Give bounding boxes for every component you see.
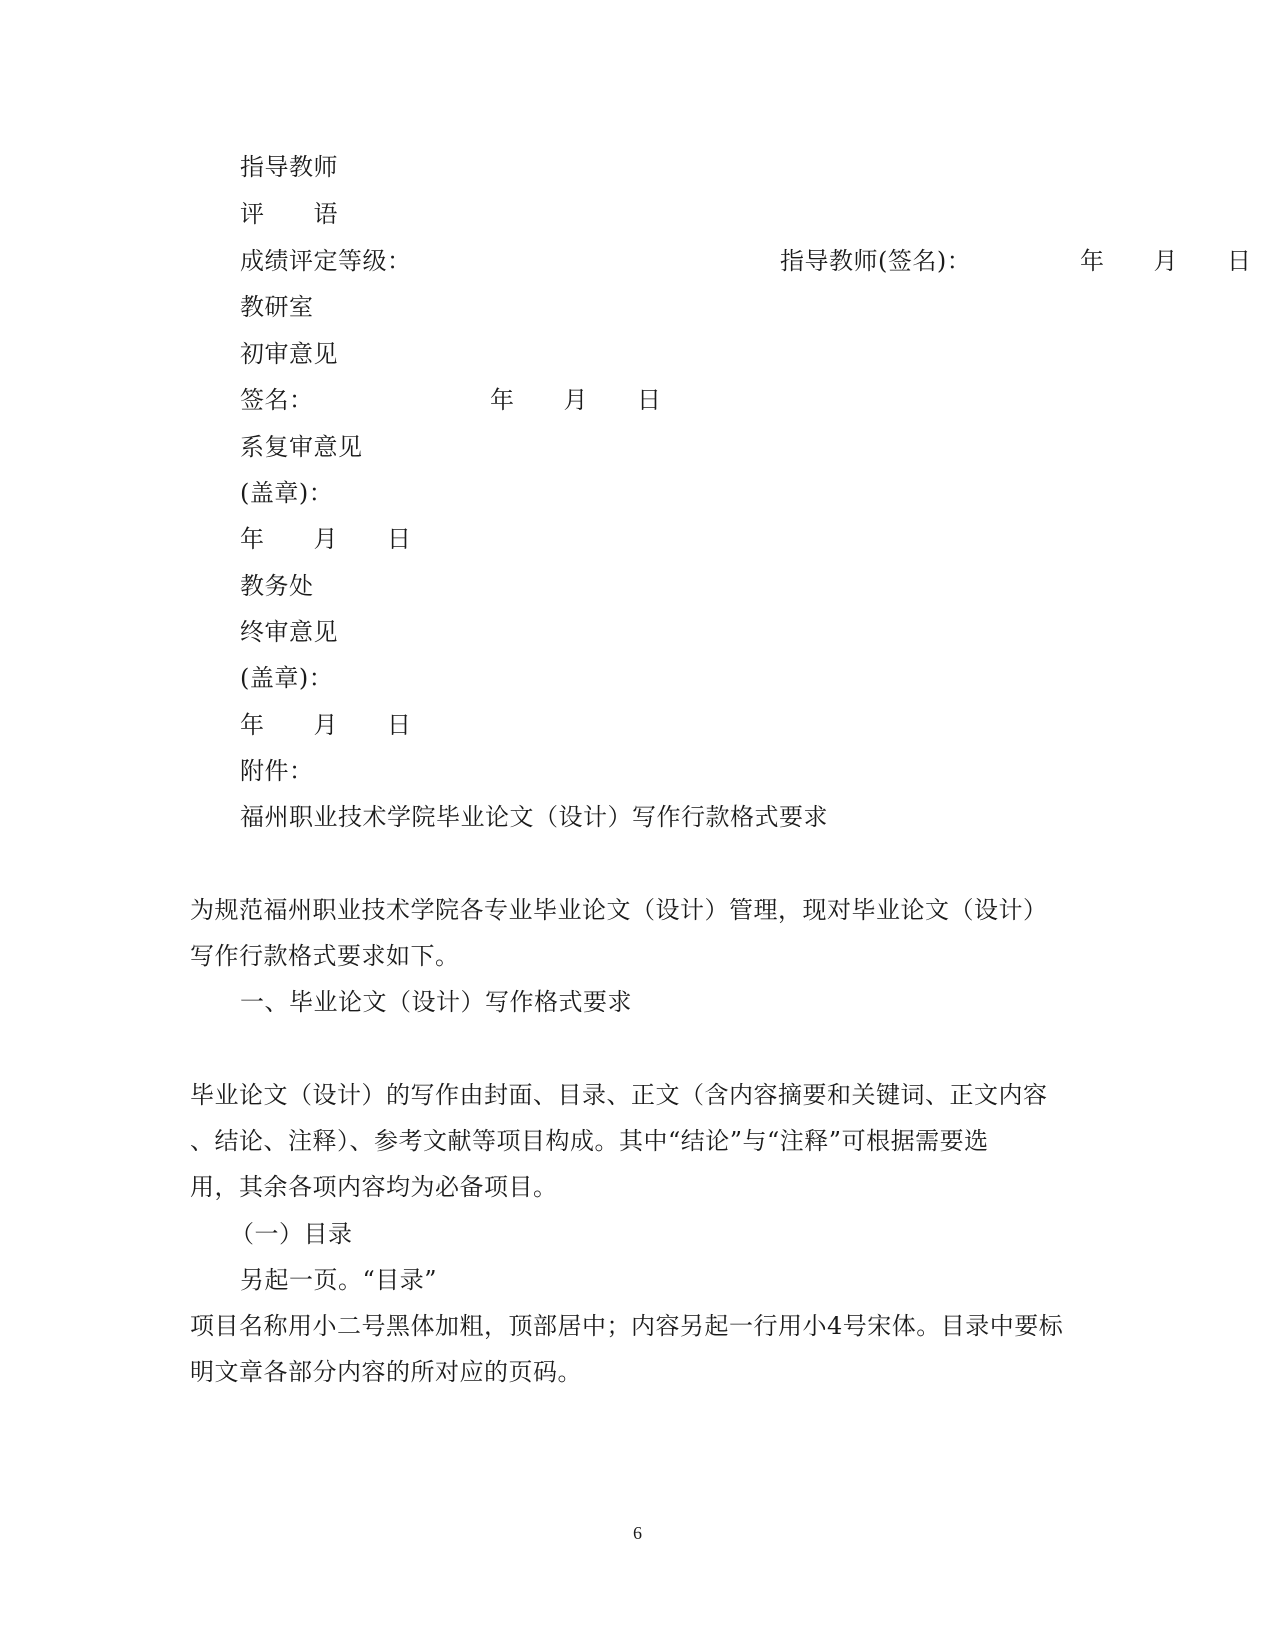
para-1-line-3: 用，其余各项内容均为必备项目。 — [190, 1173, 558, 1201]
sign-label: 签名： — [240, 386, 314, 414]
final-seal-date: 年 月 日 — [240, 711, 412, 739]
subsection-1-line-3: 明文章各部分内容的所对应的页码。 — [190, 1358, 582, 1386]
sign-date: 年 月 日 — [490, 386, 662, 414]
intro-line-1: 为规范福州职业技术学院各专业毕业论文（设计）管理，现对毕业论文（设计） — [190, 896, 1048, 924]
intro-line-2: 写作行款格式要求如下。 — [190, 942, 460, 970]
advisor-label: 指导教师 — [240, 153, 338, 181]
para-1-line-2: 、结论、注释）、参考文献等项目构成。其中“结论”与“注释”可根据需要选 — [190, 1127, 989, 1155]
final-seal-label: (盖章)： — [240, 664, 334, 692]
sign-row — [240, 385, 740, 415]
grade-row — [240, 246, 1252, 276]
dept-review-label: 系复审意见 — [240, 433, 363, 461]
attachment-title: 福州职业技术学院毕业论文（设计）写作行款格式要求 — [240, 803, 828, 831]
para-1-line-1: 毕业论文（设计）的写作由封面、目录、正文（含内容摘要和关键词、正文内容 — [190, 1081, 1048, 1109]
attachment-label: 附件： — [240, 757, 314, 785]
subsection-1-line-2: 项目名称用小二号黑体加粗，顶部居中；内容另起一行用小4号宋体。目录中要标 — [190, 1312, 1064, 1340]
grade-label: 成绩评定等级： — [240, 247, 412, 275]
subsection-1-heading: （一）目录 — [230, 1220, 353, 1248]
comment-label: 评 语 — [240, 200, 338, 228]
subsection-1-line-1: 另起一页。“目录” — [240, 1266, 438, 1294]
advisor-sign-label: 指导教师(签名)： — [780, 247, 972, 275]
final-review-label: 终审意见 — [240, 618, 338, 646]
initial-review-label: 初审意见 — [240, 340, 338, 368]
page-number: 6 — [633, 1523, 642, 1543]
dept-seal-date: 年 月 日 — [240, 525, 412, 553]
dept-seal-label: (盖章)： — [240, 479, 334, 507]
advisor-sign-date: 年 月 日 — [1080, 247, 1252, 275]
academic-affairs-label: 教务处 — [240, 572, 314, 600]
section-1-heading: 一、毕业论文（设计）写作格式要求 — [240, 988, 632, 1016]
research-office-label: 教研室 — [240, 293, 314, 321]
